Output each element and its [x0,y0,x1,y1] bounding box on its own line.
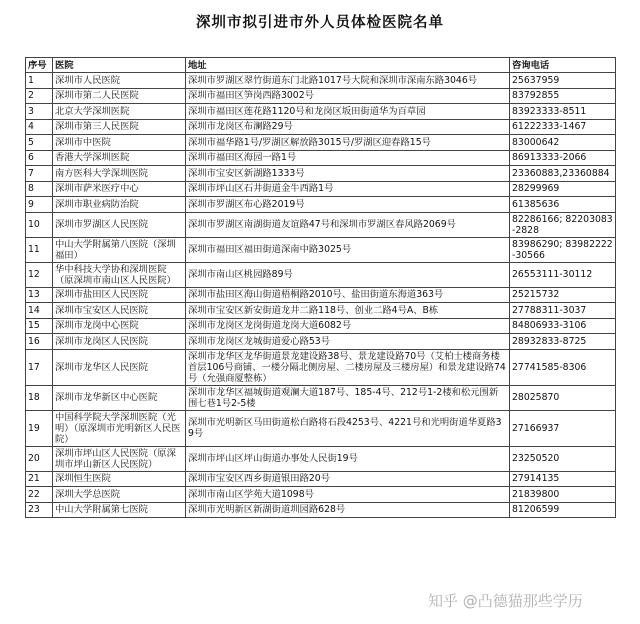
hospital-address: 深圳市光明新区马田街道松白路将石段4253号、4221号和光明街道华夏路39号 [186,410,510,446]
hospital-address: 深圳市福田区笋岗西路3002号 [186,88,510,104]
hospital-address: 深圳市龙华区龙华街道景龙建设路38号、景龙建设路70号（艾柏士楼商务楼首层106号商铺、一楼分隔北侧房屋、二楼房屋及三楼房屋）和景龙建设路74号（允强商厦整栋） [186,349,510,385]
hospital-name: 中山大学附属第七医院 [53,502,186,518]
hospital-address: 深圳市龙岗区龙岗街道龙岗大道6082号 [186,318,510,334]
hospital-name: 深圳恒生医院 [53,471,186,487]
row-index: 1 [26,73,53,89]
table-row [26,385,616,410]
hospital-phone: 21839800 [510,487,616,503]
table-row [26,334,616,350]
hospital-name: 深圳市第二人民医院 [53,88,186,104]
hospital-phone: 83986290; 83982222-30566 [510,237,616,262]
table-row [26,303,616,319]
table-row [26,197,616,213]
row-index: 19 [26,410,53,446]
hospital-phone: 27914135 [510,471,616,487]
hospital-name: 深圳市龙岗区人民医院 [53,334,186,350]
hospital-name: 深圳市坪山区人民医院（原深圳市坪山新区人民医院） [53,446,186,471]
hospital-phone: 23360883,23360884 [510,166,616,182]
row-index: 17 [26,349,53,385]
hospital-phone: 82286166; 82203083-2828 [510,212,616,237]
row-index: 18 [26,385,53,410]
row-index: 14 [26,303,53,319]
hospital-name: 深圳市龙华新区中心医院 [53,385,186,410]
hospital-address: 深圳市宝安区新安街道龙井二路118号、创业二路4号A、B栋 [186,303,510,319]
hospital-phone: 81206599 [510,502,616,518]
hospital-address: 深圳市南山区学苑大道1098号 [186,487,510,503]
hospital-phone: 61385636 [510,197,616,213]
hospital-table [25,57,616,518]
hospital-name: 中山大学附属第八医院（深圳福田） [53,237,186,262]
table-row [26,487,616,503]
hospital-address: 深圳市福田区莲花路1120号和龙岗区坂田街道华为百草园 [186,104,510,120]
hospital-phone: 26553111-30112 [510,262,616,287]
hospital-phone: 25215732 [510,287,616,303]
row-index: 7 [26,166,53,182]
page-title: 深圳市拟引进市外人员体检医院名单 [196,14,444,31]
hospital-name: 深圳市职业病防治院 [53,197,186,213]
table-row [26,502,616,518]
hospital-name: 中国科学院大学深圳医院（光明）（原深圳市光明新区人民医院） [53,410,186,446]
row-index: 2 [26,88,53,104]
hospital-address: 深圳市福田区福田街道深南中路3025号 [186,237,510,262]
table-row [26,88,616,104]
hospital-name: 深圳市第三人民医院 [53,119,186,135]
hospital-address: 深圳市罗湖区翠竹街道东门北路1017号大院和深圳市深南东路3046号 [186,73,510,89]
row-index: 8 [26,181,53,197]
hospital-phone: 27166937 [510,410,616,446]
hospital-address: 深圳市宝安区新湖路1333号 [186,166,510,182]
table-row [26,73,616,89]
hospital-name: 深圳市人民医院 [53,73,186,89]
hospital-name: 华中科技大学协和深圳医院（原深圳市南山区人民医院） [53,262,186,287]
hospital-phone: 28932833-8725 [510,334,616,350]
table-row [26,318,616,334]
table-row [26,166,616,182]
hospital-name: 深圳市萨米医疗中心 [53,181,186,197]
hospital-address: 深圳市盐田区海山街道梧桐路2010号、盐田街道东海道363号 [186,287,510,303]
hospital-phone: 83792855 [510,88,616,104]
row-index: 5 [26,135,53,151]
hospital-name: 南方医科大学深圳医院 [53,166,186,182]
hospital-address: 深圳市宝安区西乡街道银田路20号 [186,471,510,487]
hospital-phone: 83923333-8511 [510,104,616,120]
table-row [26,287,616,303]
table-row [26,446,616,471]
hospital-phone: 27788311-3037 [510,303,616,319]
row-index: 12 [26,262,53,287]
hospital-phone: 25637959 [510,73,616,89]
hospital-address: 深圳市龙岗区龙城街道爱心路53号 [186,334,510,350]
row-index: 10 [26,212,53,237]
table-header-row [26,58,616,73]
table-row [26,237,616,262]
hospital-phone: 83000642 [510,135,616,151]
hospital-address: 深圳市福华路1号/罗湖区解放路3015号/罗湖区迎春路15号 [186,135,510,151]
hospital-name: 深圳大学总医院 [53,487,186,503]
hospital-phone: 84806933-3106 [510,318,616,334]
table-row [26,135,616,151]
hospital-name: 香港大学深圳医院 [53,150,186,166]
hospital-name: 深圳市罗湖区人民医院 [53,212,186,237]
hospital-address: 深圳市南山区桃园路89号 [186,262,510,287]
row-index: 15 [26,318,53,334]
header-hospital: 医院 [53,58,186,73]
hospital-name: 深圳市龙华区人民医院 [53,349,186,385]
hospital-address: 深圳市光明新区新湖街道圳园路628号 [186,502,510,518]
hospital-phone: 23250520 [510,446,616,471]
hospital-phone: 27741585-8306 [510,349,616,385]
table-row [26,349,616,385]
hospital-phone: 61222333-1467 [510,119,616,135]
hospital-address: 深圳市龙华区福城街道观澜大道187号、185-4号、212号1-2楼和松元围新围七巷1号2-5楼 [186,385,510,410]
hospital-address: 深圳市坪山区坪山街道办事处人民街19号 [186,446,510,471]
header-phone: 咨询电话 [510,58,616,73]
hospital-phone: 28299969 [510,181,616,197]
table-row [26,471,616,487]
row-index: 22 [26,487,53,503]
table-row [26,104,616,120]
row-index: 3 [26,104,53,120]
hospital-address: 深圳市坪山区石井街道金牛西路1号 [186,181,510,197]
table-row [26,181,616,197]
hospital-address: 深圳市罗湖区布心路2019号 [186,197,510,213]
row-index: 16 [26,334,53,350]
table-row [26,150,616,166]
hospital-phone: 86913333-2066 [510,150,616,166]
row-index: 13 [26,287,53,303]
row-index: 11 [26,237,53,262]
hospital-name: 北京大学深圳医院 [53,104,186,120]
hospital-address: 深圳市龙岗区布澜路29号 [186,119,510,135]
hospital-address: 深圳市罗湖区南湖街道友谊路47号和深圳市罗湖区春风路2069号 [186,212,510,237]
row-index: 9 [26,197,53,213]
hospital-name: 深圳市宝安区人民医院 [53,303,186,319]
row-index: 23 [26,502,53,518]
table-row [26,262,616,287]
row-index: 21 [26,471,53,487]
table-row [26,119,616,135]
row-index: 4 [26,119,53,135]
header-address: 地址 [186,58,510,73]
row-index: 20 [26,446,53,471]
header-index: 序号 [26,58,53,73]
hospital-phone: 28025870 [510,385,616,410]
hospital-address: 深圳市福田区海园一路1号 [186,150,510,166]
hospital-name: 深圳市中医院 [53,135,186,151]
row-index: 6 [26,150,53,166]
hospital-name: 深圳市龙岗中心医院 [53,318,186,334]
watermark-text: 知乎 @凸德猫那些学历 [428,592,583,610]
table-row [26,212,616,237]
hospital-name: 深圳市盐田区人民医院 [53,287,186,303]
table-row [26,410,616,446]
table-body [26,73,616,518]
